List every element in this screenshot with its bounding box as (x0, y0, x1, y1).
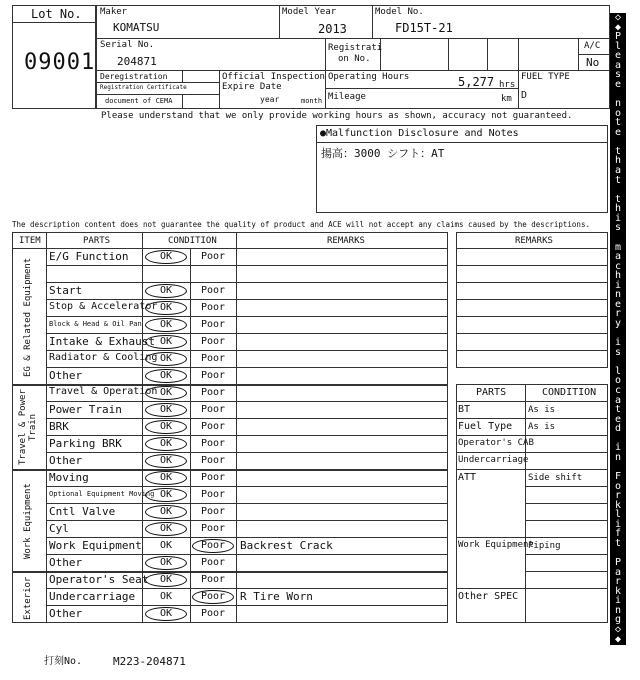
ok-mark: OK (145, 556, 187, 570)
poor-mark: Poor (200, 251, 226, 262)
header-item: ITEM (19, 236, 41, 246)
operating-hours-label: Operating Hours (328, 72, 410, 82)
poor-mark: Poor (200, 353, 226, 364)
poor-mark: Poor (200, 404, 226, 415)
ok-mark: OK (145, 488, 187, 502)
part-label: Radiator & Cooling (49, 352, 158, 363)
part-label: Stop & Accelerator (49, 301, 158, 312)
right-remarks-box (456, 232, 608, 368)
right-part-label: ATT (458, 472, 477, 483)
group-label-work: Work Equipment (23, 483, 33, 559)
group-label-exterior: Exterior (23, 576, 33, 620)
sidebar-text: ◇ ◆ P l e a s e n o t e t h a t t h i s m a c h i n e r y i s l o c a t e d i n F o r k l i f t P a r k i n g ◇ ◆ (614, 12, 622, 645)
km-label: km (501, 94, 512, 104)
group-label-eg: EG & Related Equipment (23, 257, 33, 377)
ok-mark: OK (145, 471, 187, 485)
part-label: Other (49, 556, 83, 569)
poor-mark: Poor (192, 590, 234, 604)
part-label: Moving (49, 471, 89, 484)
ok-mark: OK (145, 420, 187, 434)
poor-mark: Poor (200, 574, 226, 585)
right-remarks-header: REMARKS (515, 236, 553, 246)
poor-mark: Poor (200, 523, 226, 534)
right-part-label: Other SPEC (458, 591, 519, 602)
inspection-label-1: Official Inspection (222, 72, 325, 82)
part-label: Other (49, 607, 83, 620)
poor-mark: Poor (200, 302, 226, 313)
poor-mark: Poor (200, 472, 226, 483)
hours-notice: Please understand that we only provide working hours as shown, accuracy not guaranteed. (101, 111, 573, 121)
right-part-label: BT (458, 404, 471, 415)
inspection-label-2: Expire Date (222, 82, 282, 92)
malfunction-title: ●Malfunction Disclosure and Notes (320, 128, 519, 139)
fuel-type-value: D (521, 90, 528, 101)
part-label: BRK (49, 420, 69, 433)
part-label: Other (49, 369, 83, 382)
ok-mark: OK (145, 573, 187, 587)
ac-value: No (586, 56, 600, 69)
part-label: Undercarriage (49, 590, 136, 603)
poor-mark: Poor (200, 455, 226, 466)
right-condition-value: Side shift (528, 473, 583, 483)
operating-hours-value: 5,277 (458, 75, 495, 89)
serial-no-label: Serial No. (100, 40, 155, 50)
cema-label: document of CEMA (105, 97, 173, 105)
poor-mark: Poor (200, 489, 226, 500)
mileage-label: Mileage (328, 92, 366, 102)
stamp-no-label: 打刻No. (44, 656, 83, 667)
ok-mark: OK (145, 607, 187, 621)
stamp-no-value: M223-204871 (113, 655, 186, 668)
deregistration-label: Deregistration (100, 72, 168, 81)
part-label: Block & Head & Oil Pan (49, 320, 142, 328)
remark-text: Backrest Crack (240, 539, 333, 552)
right-part-label: Undercarriage (458, 455, 529, 465)
poor-mark: Poor (200, 387, 226, 398)
part-label: E/G Function (49, 250, 129, 263)
ok-mark: OK (159, 540, 173, 551)
part-label: Parking BRK (49, 437, 122, 450)
lot-no: 09001 (24, 50, 96, 75)
right-condition-value: As is (528, 422, 556, 432)
maker-value: KOMATSU (113, 21, 160, 34)
poor-mark: Poor (200, 421, 226, 432)
hrs-label: hrs (499, 80, 516, 90)
ok-mark: OK (145, 284, 187, 298)
month-label: month (301, 97, 323, 105)
header-parts: PARTS (83, 236, 111, 246)
part-label: Other (49, 454, 83, 467)
maker-label: Maker (100, 7, 128, 17)
part-label: Work Equipment (49, 539, 142, 552)
poor-mark: Poor (200, 370, 226, 381)
poor-mark: Poor (200, 438, 226, 449)
right-part-label: Work Equipment (458, 540, 534, 550)
malfunction-note: 揚高：3000 シフト：AT (321, 147, 445, 160)
poor-mark: Poor (192, 539, 234, 553)
group-label-travel: Travel & Power Train (18, 389, 38, 466)
part-label: Operator's Seat (49, 573, 149, 586)
header-condition: CONDITION (168, 236, 217, 246)
part-label: Cyl (49, 522, 69, 535)
disclaimer: The description content does not guarantee the quality of product and ACE will not accept any claims caused by the descriptions. (12, 220, 590, 229)
part-label: Start (49, 284, 83, 297)
ok-mark: OK (145, 369, 187, 383)
model-no-value: FD15T-21 (395, 21, 453, 35)
fuel-type-label: FUEL TYPE (521, 72, 570, 82)
ok-mark: OK (159, 591, 173, 602)
right-condition-value: Piping (528, 541, 561, 551)
right-condition-header: CONDITION (542, 387, 597, 398)
ok-mark: OK (145, 335, 187, 349)
ok-mark: OK (145, 454, 187, 468)
registration-label-1: Registrati (328, 43, 383, 53)
poor-mark: Poor (200, 285, 226, 296)
part-label: Travel & Operation (49, 386, 158, 397)
part-label: Cntl Valve (49, 505, 116, 518)
poor-mark: Poor (200, 506, 226, 517)
location-notice-sidebar (610, 13, 626, 645)
ok-mark: OK (145, 522, 187, 536)
registration-certificate-label: Registration Certificate (100, 84, 187, 91)
ok-mark: OK (145, 403, 187, 417)
right-part-label: Fuel Type (458, 421, 513, 432)
remark-text: R Tire Worn (240, 590, 313, 603)
ok-mark: OK (145, 352, 187, 366)
ok-mark: OK (145, 318, 187, 332)
poor-mark: Poor (200, 557, 226, 568)
part-label: Power Train (49, 403, 122, 416)
year-label: year (260, 95, 280, 104)
right-condition-value: As is (528, 405, 556, 415)
header-remarks: REMARKS (327, 236, 365, 246)
model-no-label: Model No. (375, 7, 424, 17)
lot-no-label: Lot No. (31, 7, 82, 21)
right-part-label: Operator's CAB (458, 438, 534, 448)
poor-mark: Poor (200, 336, 226, 347)
part-label: Optional Equipment Moving (49, 490, 155, 498)
serial-no-value: 204871 (117, 55, 157, 68)
ac-label: A/C (584, 41, 601, 51)
right-parts-header: PARTS (476, 387, 507, 398)
poor-mark: Poor (200, 319, 226, 330)
ok-mark: OK (145, 386, 187, 400)
ok-mark: OK (145, 437, 187, 451)
model-year-label: Model Year (282, 7, 337, 17)
ok-mark: OK (145, 505, 187, 519)
model-year-value: 2013 (318, 22, 347, 36)
ok-mark: OK (145, 250, 187, 264)
ok-mark: OK (145, 301, 187, 315)
poor-mark: Poor (200, 608, 226, 619)
registration-label-2: on No. (338, 54, 371, 64)
part-label: Intake & Exhaust (49, 335, 155, 348)
